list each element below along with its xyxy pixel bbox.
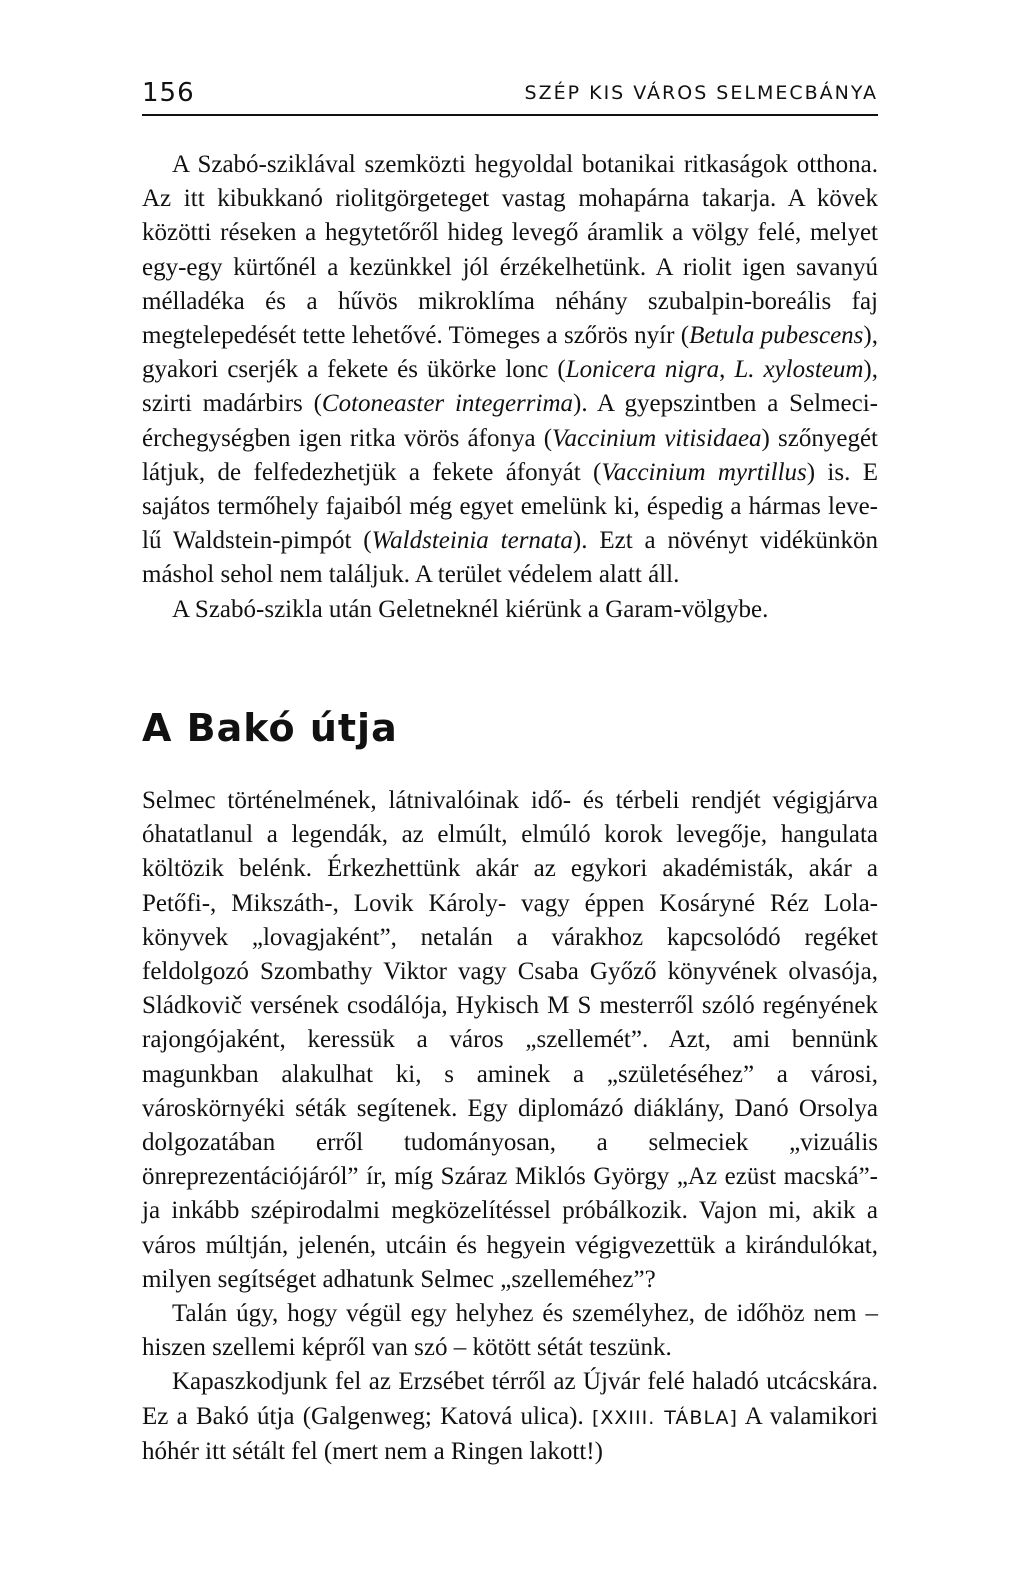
- paragraph-bako-street: Kapaszkodjunk fel az Erzsébet térről az Újvár felé haladó utcácskára. Ez a Bakó útja (Galgenweg; Katová ulica). [XXIII. TÁBLA] A valamikori hóhér itt sétált fel (mert nem a Ringen lakott!): [142, 1368, 878, 1465]
- section-title: A Bakó útja: [142, 706, 398, 750]
- page-header: [142, 78, 878, 116]
- paragraph-selmec-spirit: Selmec történelmének, látnivalóinak idő- és térbeli rendjét végigjárva óhatatlanul a legendák, az elmúlt, elmúló korok levegője, hangulata költözik belénk. Érkezhettünk akár az egykori akadémisták, akár a Petőfi-, Mikszáth-, Lovik Károly- vagy éppen Kosáryné Réz Lola-könyvek „lovagjaként”, netalán a várakhoz kapcsolódó regéket feldolgozó Szombathy Viktor vagy Csaba Győző könyvének olvasója, Sládkovič versének csodálója, Hykisch M S mesterről szóló regényének rajongójaként, keressük a város „szellemét”. Azt, ami bennünk magunkban alakulhat ki, s aminek a „születéséhez” a városi, városkörnyéki séták segítenek. Egy diplomázó diáklány, Danó Orsolya dolgozatában erről tudományosan, a selmeciek „vizuális önreprezentációjáról” ír, míg Száraz Miklós György „Az ezüst macská”-ja inkább szépirodalmi megközelítéssel próbálkozik. Vajon mi, akik a város múltján, jelenén, utcáin és hegyein végigvezettük a kirándulókat, milyen segítséget adhatunk Selmec „szelleméhez”?: [142, 787, 878, 1293]
- running-title: SZÉP KIS VÁROS SELMECBÁNYA: [524, 82, 878, 104]
- paragraph-garam-volgy: A Szabó-szikla után Geletneknél kiérünk a Garam-völgybe.: [172, 595, 769, 623]
- page-number: 156: [142, 78, 195, 108]
- paragraph-walk-intro: Talán úgy, hogy végül egy helyhez és személyhez, de időhöz nem – hiszen szellemi képről van szó – kötött sétát teszünk.: [142, 1300, 878, 1362]
- section-botany-text: [142, 148, 878, 627]
- paragraph-szabo-szikla-botany: A Szabó-sziklával szemközti hegyoldal botanikai ritkaságok otthona. Az itt kibukkanó riolitgörgeteget vastag mohapárna takarja. A kövek közötti réseken a hegytetőről hideg levegő áramlik a völgy felé, melyet egy-egy kürtőnél a kezünkkel jól érzékelhetünk. A riolit igen savanyú mélladéka és a hűvös mikroklíma néhány szubalpin-boreális faj megtelepedését tette lehetővé. Tömeges a szőrös nyír (Betula pubescens), gyakori cserjék a fekete és ükörke lonc (Lonicera nigra, L. xylosteum), szirti madárbirs (Cotoneaster integerrima). A gyepszintben a Selmeci-érchegységben igen ritka vörös áfonya (Vaccinium vitisidaea) szőnyegét látjuk, de felfedezhetjük a fekete áfonyát (Vaccinium myrtillus) is. E sajátos termőhely fajaiból még egyet emelünk ki, éspedig a hármas levelű Waldstein-pimpót (Waldsteinia ternata). Ezt a növényt vidékünkön máshol sehol nem találjuk. A terület védelem alatt áll.: [142, 151, 878, 589]
- section-bako-text: [142, 784, 878, 1469]
- plate-reference: [XXIII. TÁBLA]: [591, 1406, 738, 1429]
